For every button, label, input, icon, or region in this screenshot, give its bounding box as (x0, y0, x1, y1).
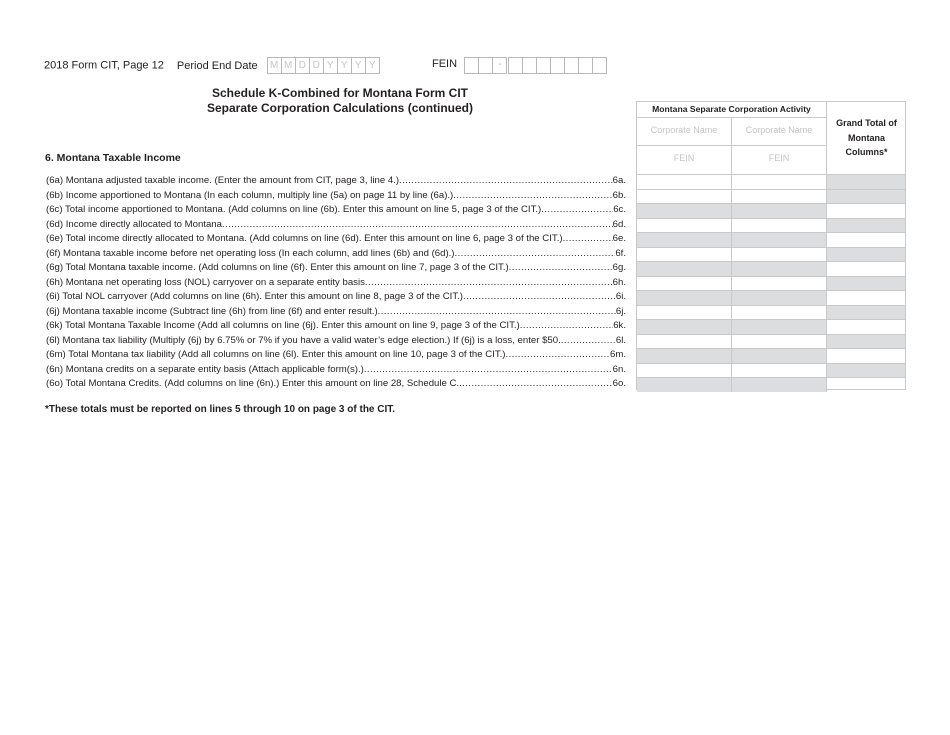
fein-label: FEIN (432, 58, 458, 70)
fein-digit-box[interactable] (509, 58, 523, 73)
table-row (637, 261, 905, 276)
line-item-ref: 6h. (612, 276, 626, 288)
grand-total-header: Grand Total of Montana Columns* (836, 118, 897, 157)
period-end-label: Period End Date (176, 59, 258, 72)
corporation-amount-field[interactable] (732, 277, 827, 291)
activity-header: Montana Separate Corporation Activity (637, 102, 826, 118)
line-item-ref: 6e. (612, 233, 626, 244)
leader-dots (399, 174, 613, 189)
line-item (46, 305, 626, 320)
leader-dots (509, 261, 613, 276)
table-row (637, 203, 905, 218)
grand-total-field[interactable] (827, 204, 905, 218)
date-digit-box[interactable]: Y (352, 58, 366, 73)
grand-total-field (827, 248, 905, 262)
line-item-text: (6a) Montana adjusted taxable income. (Enter the amount from CIT, page 3, line 4.) (46, 175, 400, 186)
table-row (637, 348, 905, 363)
line-item-text: (6g) Total Montana taxable income. (Add columns on line (6f). Enter this amount on line 7, page 3 of the CIT.) (46, 262, 509, 273)
line-item (46, 334, 626, 349)
line-item-ref: 6i. (615, 291, 626, 302)
date-digit-box[interactable]: Y (338, 58, 352, 73)
grand-total-field[interactable] (827, 320, 905, 334)
leader-dots (455, 247, 616, 262)
corporation-amount-field (637, 262, 732, 276)
line-item-ref: 6m. (610, 349, 626, 360)
table-row (637, 189, 905, 204)
section-title: 6. Montana Taxable Income (45, 152, 181, 164)
corporation-amount-field (637, 204, 732, 218)
corporation-amount-field[interactable] (637, 335, 732, 349)
leader-dots (563, 232, 613, 247)
corporation-amount-field[interactable] (637, 219, 732, 233)
fein-digit-box[interactable] (579, 58, 593, 73)
date-digit-box[interactable]: D (310, 58, 324, 73)
leader-dots (561, 334, 616, 349)
line-item-text: (6b) Income apportioned to Montana (In each column, multiply line (5a) on page 11 by line (6a).) (46, 189, 454, 201)
corporation-amount-field (732, 204, 827, 218)
line-item-ref: 6g. (612, 262, 626, 273)
corporation-amount-field (732, 320, 827, 334)
line-item-text: (6m) Total Montana tax liability (Add all columns on line (6l). Enter this amount on line 10, page 3 of the CIT.) (46, 349, 506, 360)
corporation-amount-field[interactable] (732, 219, 827, 233)
table-row (637, 305, 905, 320)
corporation-amount-field (637, 349, 732, 363)
line-item-text: (6k) Total Montana Taxable Income (Add all columns on line (6j). Enter this amount on line 9, page 3 of the CIT.) (46, 320, 520, 331)
line-item-text: (6h) Montana net operating loss (NOL) carryover on a separate entity basis (46, 276, 365, 288)
corporation-amount-field[interactable] (637, 175, 732, 189)
fein-digit-box[interactable] (565, 58, 579, 73)
line-item (46, 174, 626, 189)
corporation-amount-field (732, 349, 827, 363)
grand-total-field (827, 364, 905, 378)
corporation-amount-field[interactable] (637, 277, 732, 291)
corporation-amount-field (637, 320, 732, 334)
line-item-text: (6e) Total income directly allocated to Montana. (Add columns on line (6d). Enter this amount on line 6, page 3 of the CIT.) (46, 233, 563, 244)
corporation-amount-field (637, 378, 732, 392)
corporation-amount-field (637, 233, 732, 247)
date-digit-box[interactable]: M (268, 58, 282, 73)
corporate-name-header-1: Corporate Name (650, 125, 718, 135)
date-digit-box[interactable]: M (282, 58, 296, 73)
line-item-text: (6d) Income directly allocated to Montana (46, 218, 222, 230)
line-item (46, 261, 626, 276)
date-digit-box[interactable]: Y (368, 60, 376, 71)
corporation-amount-field (637, 291, 732, 305)
fein-digit-box[interactable] (593, 58, 606, 73)
line-item-text: (6n) Montana credits on a separate entity basis (Attach applicable form(s).) (46, 363, 364, 375)
line-item-text: (6c) Total income apportioned to Montana. (Add columns on line (6b). Enter this amount on line 5, page 3 of the CIT.) (46, 204, 542, 215)
corporation-amount-field (732, 233, 827, 247)
leader-dots (222, 218, 613, 233)
grand-total-field[interactable] (827, 262, 905, 276)
grand-total-field[interactable] (827, 378, 905, 392)
line-item (46, 218, 626, 233)
grand-total-field (827, 277, 905, 291)
line-item (46, 232, 626, 247)
fein-digit-box[interactable] (551, 58, 565, 73)
line-item-text: (6l) Montana tax liability (Multiply (6j) by 6.75% or 7% if you have a valid water’s edge election.) If (6j) is a loss, enter $50. (46, 334, 561, 346)
line-item-text: (6i) Total NOL carryover (Add columns on line (6h). Enter this amount on line 8, page 3 of the CIT.) (46, 291, 463, 302)
grand-total-field (827, 190, 905, 204)
table-row (637, 232, 905, 247)
grand-total-field[interactable] (827, 349, 905, 363)
corporation-amount-field[interactable] (732, 190, 827, 204)
schedule-title: Schedule K-Combined for Montana Form CIT (211, 86, 468, 100)
line-item-text: (6j) Montana taxable income (Subtract line (6h) from line (6f) and enter result.) (46, 305, 378, 317)
corporation-amount-field[interactable] (637, 364, 732, 378)
table-row (637, 276, 905, 291)
line-item-ref: 6n. (612, 363, 626, 375)
corporation-amount-field[interactable] (732, 306, 827, 320)
table-row (637, 174, 905, 189)
line-item (46, 247, 626, 262)
table-row (637, 334, 905, 349)
leader-dots (453, 189, 612, 204)
form-page-label: 2018 Form CIT, Page 12 (44, 59, 164, 72)
corporation-amount-field (732, 291, 827, 305)
table-row (637, 218, 905, 233)
line-item (46, 276, 626, 291)
line-item (46, 319, 626, 334)
fein-digit-box[interactable] (523, 58, 537, 73)
leader-dots (365, 276, 613, 291)
leader-dots (541, 203, 613, 218)
corporation-amount-field[interactable] (732, 248, 827, 262)
line-item-ref: 6k. (613, 320, 626, 331)
leader-dots (459, 377, 613, 392)
table-row (637, 247, 905, 262)
date-digit-box[interactable]: D (296, 58, 310, 73)
leader-dots (378, 305, 616, 320)
footnote: *These totals must be reported on lines 5 through 10 on page 3 of the CIT. (45, 404, 396, 415)
leader-dots (463, 290, 616, 305)
grand-total-field[interactable] (827, 233, 905, 247)
fein-header-1: FEIN (673, 153, 695, 163)
grand-total-field (827, 219, 905, 233)
line-item-ref: 6o. (612, 378, 626, 389)
line-item-ref: 6l. (615, 334, 626, 346)
fein-digit-box[interactable] (479, 58, 493, 73)
line-item-text: (6f) Montana taxable income before net operating loss (In each column, add lines (6b) and (6d).) (46, 247, 455, 259)
leader-dots (364, 363, 613, 378)
line-item (46, 290, 626, 305)
line-item-ref: 6j. (615, 305, 626, 317)
line-item (46, 377, 626, 392)
corporation-amount-field[interactable] (637, 306, 732, 320)
line-items-list (46, 174, 626, 392)
line-item (46, 348, 626, 363)
fein-suffix-input[interactable] (508, 57, 607, 74)
corporation-amount-field[interactable] (637, 248, 732, 262)
fein-separator: - (498, 58, 502, 70)
period-end-date-input[interactable] (267, 57, 380, 74)
leader-dots (506, 348, 611, 363)
line-item-ref: 6b. (612, 189, 626, 201)
corporation-amount-field (732, 378, 827, 392)
grand-total-field (827, 306, 905, 320)
line-item (46, 189, 626, 204)
table-row (637, 377, 905, 392)
line-item (46, 363, 626, 378)
corporation-amount-field[interactable] (732, 364, 827, 378)
grand-total-field[interactable] (827, 291, 905, 305)
corporation-amount-field[interactable] (637, 190, 732, 204)
grand-total-field (827, 335, 905, 349)
fein-digit-box[interactable] (465, 58, 479, 73)
fein-digit-box[interactable] (537, 58, 551, 73)
corporate-name-header-2: Corporate Name (745, 125, 813, 135)
line-item-text: (6o) Total Montana Credits. (Add columns on line (6n).) Enter this amount on line 28, Schedule C. (46, 378, 460, 389)
line-item-ref: 6a. (612, 175, 626, 186)
line-item-ref: 6c. (613, 204, 626, 215)
grand-total-field (827, 175, 905, 189)
corporation-amount-field[interactable] (732, 335, 827, 349)
table-row (637, 363, 905, 378)
fein-header-2: FEIN (768, 153, 790, 163)
date-digit-box[interactable]: Y (324, 58, 338, 73)
leader-dots (520, 319, 613, 334)
table-row (637, 319, 905, 334)
table-row (637, 290, 905, 305)
corporation-amount-field (732, 262, 827, 276)
corporation-amount-field[interactable] (732, 175, 827, 189)
line-item-ref: 6d. (612, 218, 626, 230)
calculation-table (636, 101, 906, 390)
line-item (46, 203, 626, 218)
form-header (44, 57, 380, 74)
line-item-ref: 6f. (615, 247, 626, 259)
schedule-subtitle: Separate Corporation Calculations (continued) (206, 101, 474, 115)
